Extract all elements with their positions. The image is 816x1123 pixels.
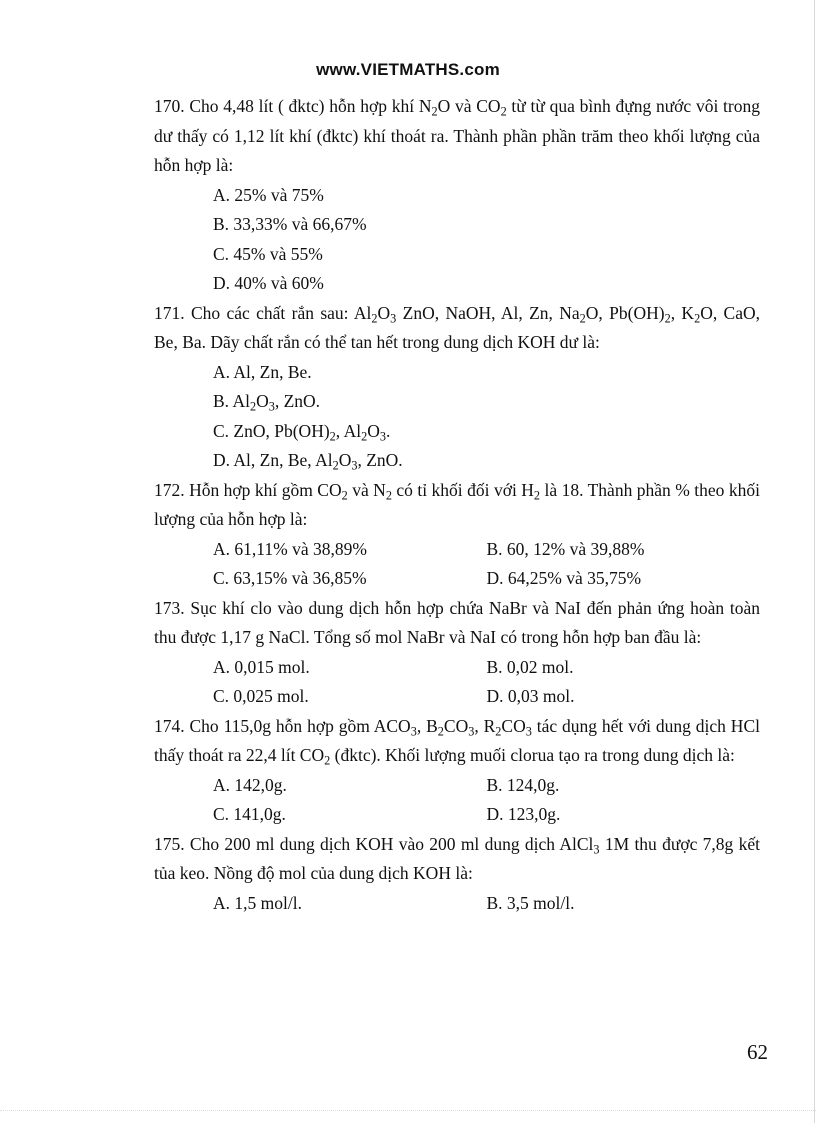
page-number: 62 [747, 1040, 768, 1064]
question-stem: 172. Hỗn hợp khí gồm $CO_2$ và $N_2$ có tỉ khối đối với $H_2$ là 18. Thành phần % theo khối lượng của hỗn hợp là: [154, 479, 760, 529]
answer-option-a: A. Al, Zn, Be. [213, 361, 312, 382]
question-stem: 171. Cho các chất rắn sau: $Al_2O_3$ ZnO, NaOH, Al, Zn, $Na_2O$, $Pb(OH)_2$, $K_2O$, CaO, Be, Ba. Dãy chất rắn có thể tan hết trong dung dịch KOH dư là: [154, 302, 760, 352]
answer-option-c: C. ZnO, $Pb(OH)_2$, $Al_2O_3$. [213, 420, 391, 443]
answer-row [154, 682, 760, 712]
answer-option-d: D. 64,25% và 35,75% [486, 568, 642, 588]
answer-options [154, 653, 760, 712]
answer-options [154, 889, 760, 919]
question-1 [154, 92, 760, 299]
answer-option-d: D. Al, Zn, Be, $Al_2O_3$, ZnO. [213, 450, 403, 473]
answer-row [154, 800, 760, 830]
answer-option-b: B. 60, 12% và 39,88% [486, 538, 645, 559]
answer-option-b: B. 33,33% và 66,67% [213, 214, 367, 234]
answer-option-a: A. 61,11% và 38,89% [213, 538, 367, 559]
answer-option-c: C. 0,025 mol. [213, 686, 309, 706]
answer-option-d: D. 0,03 mol. [486, 686, 575, 706]
answer-row [154, 889, 760, 919]
answer-option-a: A. 0,015 mol. [213, 656, 310, 677]
question-4 [154, 594, 760, 712]
answer-option-b: B. 124,0g. [486, 774, 560, 795]
answer-option-a: A. 25% và 75% [213, 184, 324, 205]
question-stem: 174. Cho 115,0g hỗn hợp gồm $ACO_3$, $B_2CO_3$, $R_2CO_3$ tác dụng hết với dung dịch HCl thấy thoát ra 22,4 lít $CO_2$ (đktc). Khối lượng muối clorua tạo ra trong dung dịch là: [154, 715, 760, 768]
answer-row [154, 653, 760, 683]
answer-option-d: D. 123,0g. [486, 804, 561, 824]
question-6 [154, 830, 760, 919]
question-list [154, 92, 760, 918]
answer-row [154, 535, 760, 565]
answer-option-d: D. 40% và 60% [213, 273, 324, 293]
answer-options [154, 535, 760, 594]
answer-option-c: C. 45% và 55% [213, 243, 323, 264]
question-stem: 173. Sục khí clo vào dung dịch hỗn hợp chứa NaBr và NaI đến phản ứng hoàn toàn thu được 1,17 g NaCl. Tổng số mol NaBr và NaI có trong hỗn hợp ban đầu là: [154, 597, 760, 647]
answer-option-c: C. 141,0g. [213, 804, 286, 824]
question-5 [154, 712, 760, 830]
question-3 [154, 476, 760, 594]
answer-row [154, 771, 760, 801]
answer-options [154, 771, 760, 830]
answer-option-a: A. 1,5 mol/l. [213, 892, 302, 913]
answer-option-b: B. 3,5 mol/l. [486, 892, 575, 913]
bottom-divider [0, 1110, 816, 1111]
answer-option-b: B. 0,02 mol. [486, 656, 574, 677]
answer-option-b: B. $Al_2O_3$, ZnO. [213, 391, 321, 414]
question-stem: 175. Cho 200 ml dung dịch KOH vào 200 ml dung dịch AlCl$_3$ 1M thu được 7,8g kết tủa keo. Nồng độ mol của dung dịch KOH là: [154, 833, 760, 883]
page-header: www.VIETMATHS.com [316, 60, 500, 79]
question-2 [154, 299, 760, 476]
answer-option-c: C. 63,15% và 36,85% [213, 568, 367, 588]
answer-row [154, 564, 760, 594]
answer-options [154, 358, 760, 476]
question-stem: 170. Cho 4,48 lít ( đktc) hỗn hợp khí $N_2O$ và $CO_2$ từ từ qua bình đựng nước vôi trong dư thấy có 1,12 lít khí (đktc) khí thoát ra. Thành phần phần trăm theo khối lượng của hỗn hợp là: [154, 96, 760, 175]
answer-options [154, 181, 760, 299]
answer-option-a: A. 142,0g. [213, 774, 287, 795]
